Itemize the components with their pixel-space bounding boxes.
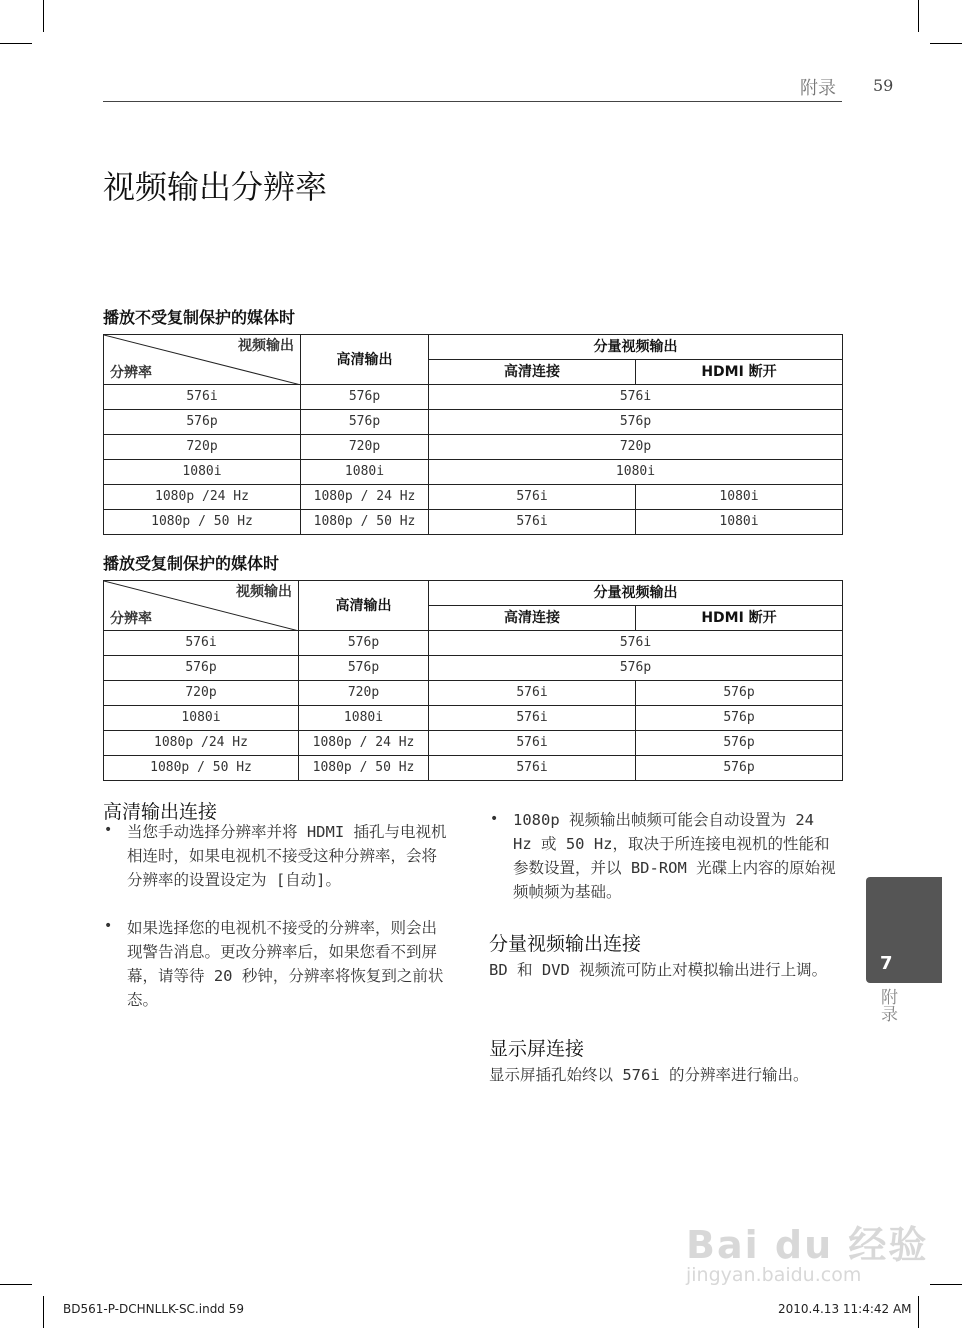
crop-mark [930, 43, 962, 44]
hd-bullet-2: 如果选择您的电视机不接受的分辨率，则会出现警告消息。更改分辨率后，如果您看不到屏幕，请等待 20 秒钟，分辨率将恢复到之前状态。 [127, 919, 444, 1009]
table-row [104, 460, 843, 485]
baidu-watermark-url: jingyan.baidu.com [686, 1264, 862, 1286]
hdmi-output-header: 高清输出 [301, 335, 429, 385]
component-output-header: 分量视频输出 [429, 581, 843, 606]
resolution-cell: 1080p /24 Hz [104, 731, 299, 756]
table1-title: 播放不受复制保护的媒体时 [103, 308, 296, 327]
page-number: 59 [873, 76, 894, 95]
hd-bullet-1: 当您手动选择分辨率并将 HDMI 插孔与电视机相连时，如果电视机不接受这种分辨率，会将分辨率的设置设定为 [自动]。 [127, 823, 447, 889]
hdmi-off-cell: 576p [636, 681, 843, 706]
hd-connection-cell: 576i [429, 485, 636, 510]
hdmi-output-cell: 1080p / 24 Hz [301, 485, 429, 510]
table-row [104, 410, 843, 435]
crop-mark [43, 1296, 44, 1328]
hdmi-off-cell: 576p [636, 706, 843, 731]
hdmi-output-cell: 576p [299, 656, 429, 681]
resolution-cell: 1080i [104, 460, 301, 485]
hdmi-output-cell: 576p [299, 631, 429, 656]
hd-connection-header: 高清连接 [429, 606, 636, 631]
hd-connection-header: 高清连接 [429, 360, 636, 385]
chapter-tab-label: 附录 [877, 988, 897, 1022]
hdmi-off-cell: 576p [636, 756, 843, 781]
footer-filename: BD561-P-DCHNLLK-SC.indd 59 [63, 1302, 245, 1316]
hdmi-off-cell: 576p [636, 731, 843, 756]
resolution-cell: 1080i [104, 706, 299, 731]
crop-mark [930, 1284, 962, 1285]
table-row [104, 706, 843, 731]
hdmi-output-cell: 1080p / 50 Hz [299, 756, 429, 781]
corner-header-cell [104, 335, 301, 385]
table-row [104, 756, 843, 781]
component-output-cell: 576i [429, 631, 843, 656]
component-output-text: BD 和 DVD 视频流可防止对模拟输出进行上调。 [489, 961, 828, 979]
table-row [104, 731, 843, 756]
resolution-cell: 576i [104, 631, 299, 656]
hd-connection-cell: 576i [429, 510, 636, 535]
resolution-cell: 1080p / 50 Hz [104, 510, 301, 535]
component-output-cell: 720p [429, 435, 843, 460]
hdmi-output-cell: 720p [301, 435, 429, 460]
hd-output-heading: 高清输出连接 [103, 801, 218, 823]
table-row [104, 681, 843, 706]
hdmi-output-cell: 1080p / 50 Hz [301, 510, 429, 535]
hd-connection-cell: 576i [429, 706, 636, 731]
crop-mark [918, 1296, 919, 1328]
hdmi-output-cell: 576p [301, 410, 429, 435]
crop-mark [918, 0, 919, 32]
hdmi-output-cell: 1080i [301, 460, 429, 485]
resolution-cell: 1080p / 50 Hz [104, 756, 299, 781]
hd-connection-cell: 576i [429, 756, 636, 781]
crop-mark [0, 43, 32, 44]
running-header-section: 附录 [800, 78, 836, 99]
table-row [104, 656, 843, 681]
hdmi-off-cell: 1080i [636, 485, 843, 510]
footer-timestamp: 2010.4.13 11:4:42 AM [778, 1302, 912, 1316]
display-connection-text: 显示屏插孔始终以 576i 的分辨率进行输出。 [489, 1066, 809, 1084]
table-header-row [104, 581, 843, 606]
table1-resolution [103, 334, 843, 535]
hd-connection-cell: 576i [429, 731, 636, 756]
table-row [104, 435, 843, 460]
resolution-cell: 576p [104, 410, 301, 435]
component-output-cell: 1080i [429, 460, 843, 485]
resolution-cell: 720p [104, 435, 301, 460]
hdmi-off-header: HDMI 断开 [636, 360, 843, 385]
component-output-heading: 分量视频输出连接 [489, 933, 642, 955]
resolution-cell: 576i [104, 385, 301, 410]
hdmi-output-header: 高清输出 [299, 581, 429, 631]
display-connection-heading: 显示屏连接 [489, 1038, 585, 1060]
chapter-number: 7 [880, 953, 893, 974]
table-row [104, 385, 843, 410]
bullet-dot: • [104, 822, 113, 838]
bullet-dot: • [490, 811, 499, 827]
hdmi-output-cell: 1080i [299, 706, 429, 731]
corner-top-label: 视频输出 [236, 584, 292, 600]
component-output-header: 分量视频输出 [429, 335, 843, 360]
hd-connection-cell: 576i [429, 681, 636, 706]
hdmi-output-cell: 720p [299, 681, 429, 706]
component-output-cell: 576p [429, 656, 843, 681]
hdmi-output-cell: 576p [301, 385, 429, 410]
bullet-dot: • [104, 918, 113, 934]
component-output-cell: 576p [429, 410, 843, 435]
table-row [104, 631, 843, 656]
resolution-cell: 576p [104, 656, 299, 681]
hdmi-off-cell: 1080i [636, 510, 843, 535]
crop-mark [43, 0, 44, 32]
chapter-tab [866, 877, 942, 983]
corner-bottom-label: 分辨率 [110, 365, 152, 381]
resolution-cell: 1080p /24 Hz [104, 485, 301, 510]
resolution-cell: 720p [104, 681, 299, 706]
component-output-cell: 576i [429, 385, 843, 410]
hdmi-output-cell: 1080p / 24 Hz [299, 731, 429, 756]
corner-top-label: 视频输出 [238, 338, 294, 354]
hdmi-off-header: HDMI 断开 [636, 606, 843, 631]
baidu-watermark-logo: Bai du 经验 [686, 1223, 929, 1267]
table-row [104, 485, 843, 510]
table-row [104, 510, 843, 535]
table2-title: 播放受复制保护的媒体时 [103, 554, 280, 573]
crop-mark [0, 1284, 32, 1285]
table-header-row [104, 335, 843, 360]
hd-bullet-3: 1080p 视频输出帧频可能会自动设置为 24 Hz 或 50 Hz，取决于所连接电视机的性能和参数设置，并以 BD-ROM 光碟上内容的原始视频帧频为基础。 [513, 811, 836, 901]
table2-resolution [103, 580, 843, 781]
page-title: 视频输出分辨率 [103, 168, 328, 206]
header-rule [103, 101, 842, 102]
corner-header-cell [104, 581, 299, 631]
corner-bottom-label: 分辨率 [110, 611, 152, 627]
